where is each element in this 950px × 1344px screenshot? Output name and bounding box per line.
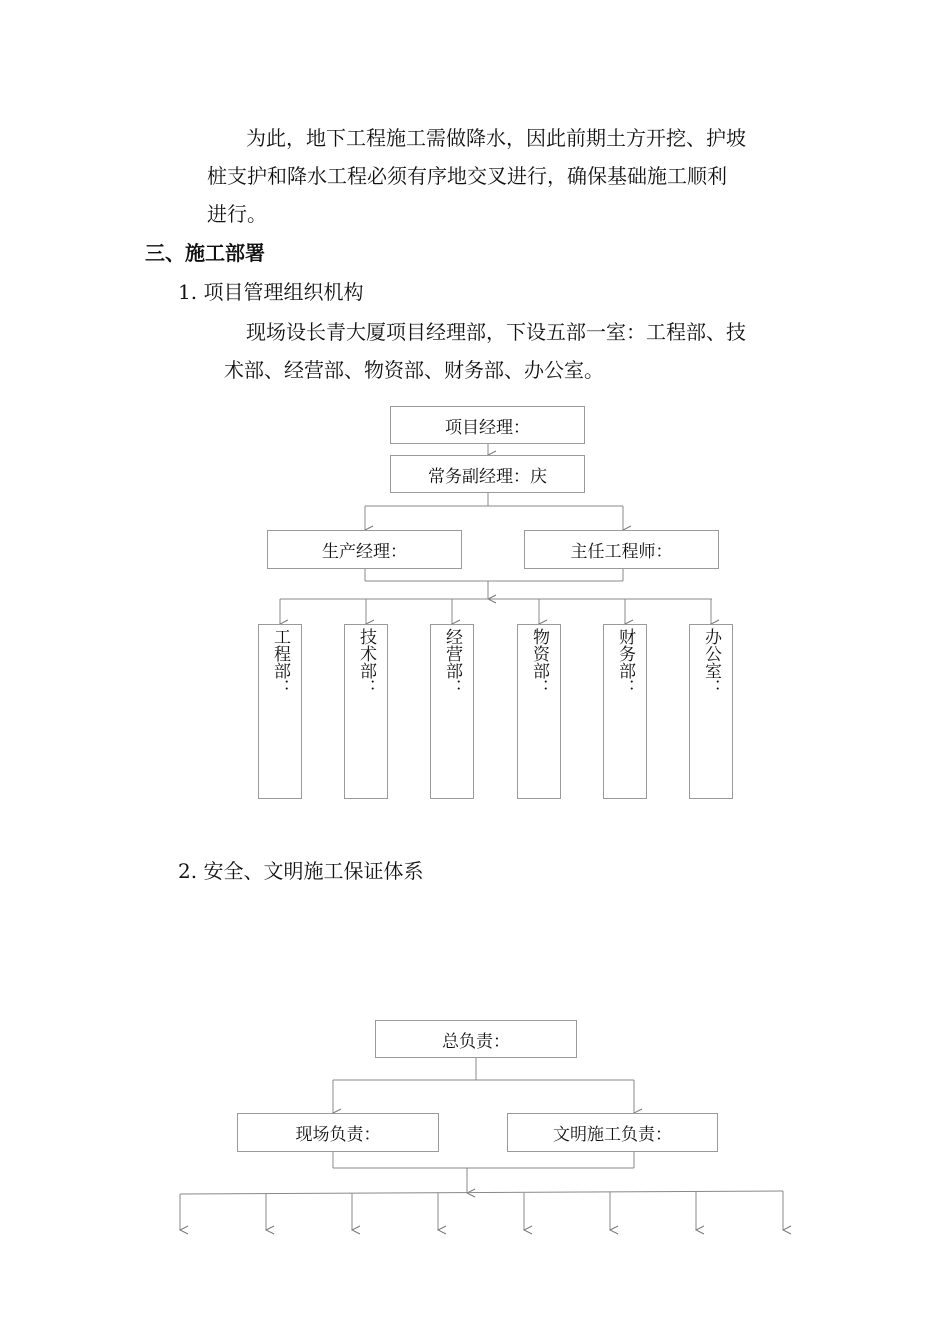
subheading-org-structure: 1. 项目管理组织机构	[178, 280, 364, 304]
box-finance-dept: 财务部：	[603, 624, 647, 799]
box-chief-engineer: 主任工程师：	[524, 530, 719, 569]
box-materials-dept: 物资部：	[517, 624, 561, 799]
paragraph-1-line-2: 桩支护和降水工程必须有序地交叉进行，确保基础施工顺利	[207, 164, 727, 188]
box-production-manager: 生产经理：	[267, 530, 462, 569]
box-technical-dept: 技术部：	[344, 624, 388, 799]
subheading-safety-system: 2. 安全、文明施工保证体系	[178, 859, 424, 883]
box-site-responsible: 现场负责：	[237, 1113, 439, 1152]
box-business-dept: 经营部：	[430, 624, 474, 799]
section-heading: 三、施工部署	[145, 241, 265, 265]
box-office: 办公室：	[689, 624, 733, 799]
box-project-manager: 项目经理：	[390, 406, 585, 444]
paragraph-1-line-1: 为此，地下工程施工需做降水，因此前期土方开挖、护坡	[246, 126, 746, 150]
box-engineering-dept: 工程部：	[258, 624, 302, 799]
paragraph-2-line-2: 术部、经营部、物资部、财务部、办公室。	[224, 358, 604, 382]
box-general-responsible: 总负责：	[375, 1020, 577, 1058]
box-civilized-construction-responsible: 文明施工负责：	[507, 1113, 718, 1152]
box-deputy-manager: 常务副经理：庆	[390, 455, 585, 493]
paragraph-2-line-1: 现场设长青大厦项目经理部，下设五部一室：工程部、技	[246, 320, 746, 344]
paragraph-1-line-3: 进行。	[207, 202, 267, 226]
